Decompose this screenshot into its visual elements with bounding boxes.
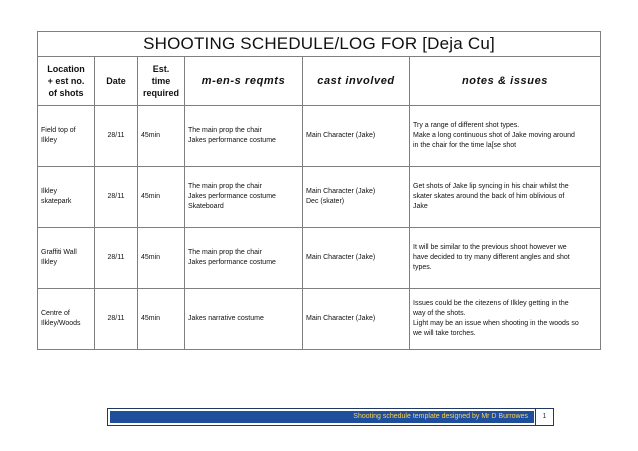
requirements-cell: The main prop the chair Jakes performance costume [185,228,303,289]
cast-cell: Main Character (Jake) [303,289,410,350]
header-requirements: m-en-s reqmts [185,57,303,106]
time-cell: 45min [138,289,185,350]
cast-cell: Main Character (Jake) [303,228,410,289]
notes-cell: Issues could be the citezens of Ilkley getting in the way of the shots. Light may be an issue when shooting in the woods so we will take torches. [410,289,601,350]
header-notes: notes & issues [410,57,601,106]
location-cell: Graffiti Wall Ilkley [38,228,95,289]
date-cell: 28/11 [95,228,138,289]
header-location: Location + est no. of shots [38,57,95,106]
document-title: SHOOTING SCHEDULE/LOG FOR [Deja Cu] [38,32,601,57]
notes-cell: It will be similar to the previous shoot however we have decided to try many different angles and shot types. [410,228,601,289]
requirements-cell: The main prop the chair Jakes performance costume [185,106,303,167]
footer-bar [107,408,554,426]
time-cell: 45min [138,228,185,289]
notes-cell: Try a range of different shot types. Make a long continuous shot of Jake moving around in the chair for the time la[se shot [410,106,601,167]
table-row [38,106,601,167]
title-row [38,32,601,57]
date-cell: 28/11 [95,167,138,228]
header-row [38,57,601,106]
time-cell: 45min [138,167,185,228]
header-est-time: Est. time required [138,57,185,106]
cast-cell: Main Character (Jake) [303,106,410,167]
shooting-schedule-table [37,31,601,350]
date-cell: 28/11 [95,106,138,167]
requirements-cell: Jakes narrative costume [185,289,303,350]
location-cell: Field top of Ilkley [38,106,95,167]
page-number: 1 [535,409,553,425]
location-cell: Centre of Ilkley/Woods [38,289,95,350]
header-cast: cast involved [303,57,410,106]
table-row [38,289,601,350]
cast-cell: Main Character (Jake) Dec (skater) [303,167,410,228]
requirements-cell: The main prop the chair Jakes performance costume Skateboard [185,167,303,228]
location-cell: Ilkley skatepark [38,167,95,228]
date-cell: 28/11 [95,289,138,350]
footer-credit: Shooting schedule template designed by Mr D Burrowes [110,411,534,423]
time-cell: 45min [138,106,185,167]
header-date: Date [95,57,138,106]
table-row [38,167,601,228]
notes-cell: Get shots of Jake lip syncing in his chair whilst the skater skates around the back of him oblivious of Jake [410,167,601,228]
table-row [38,228,601,289]
